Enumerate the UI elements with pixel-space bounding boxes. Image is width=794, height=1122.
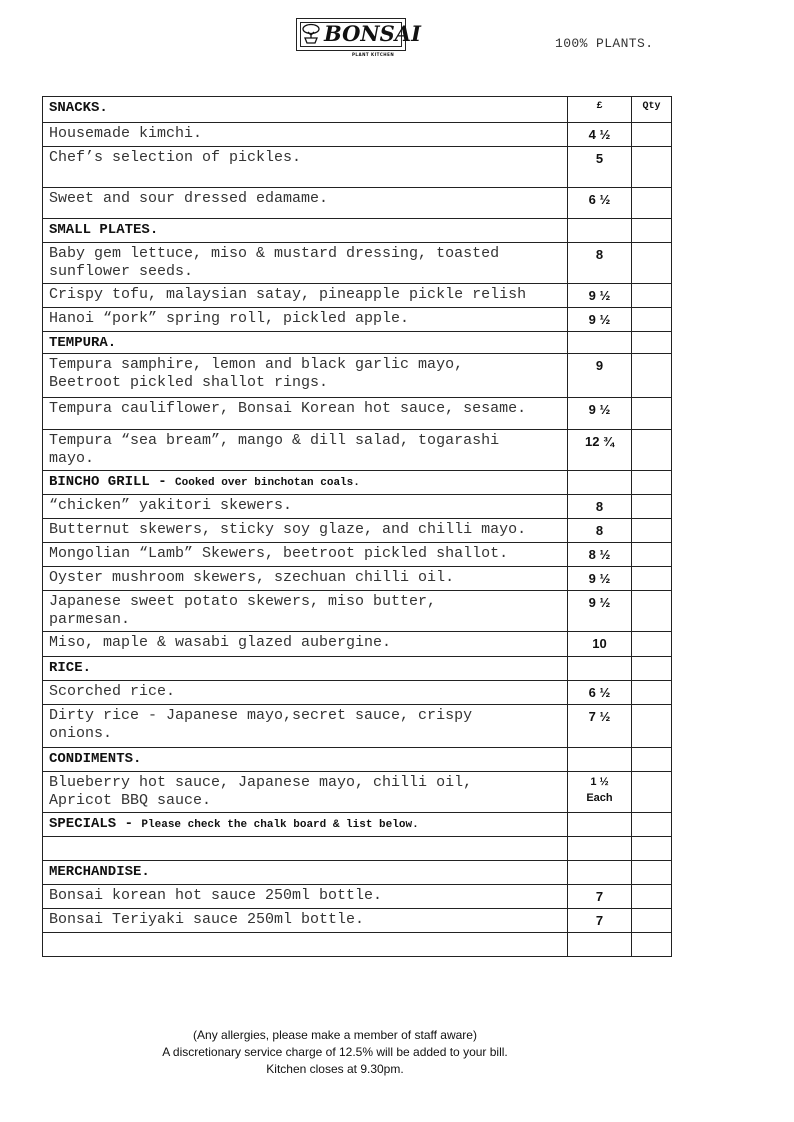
qty-cell[interactable] <box>632 284 672 308</box>
section-row-specials <box>43 813 672 837</box>
qty-cell[interactable] <box>632 567 672 591</box>
qty-cell[interactable] <box>632 354 672 398</box>
qty-cell[interactable] <box>632 430 672 471</box>
item-name-continued: Apricot BBQ sauce. <box>49 792 212 809</box>
item-name-continued: Beetroot pickled shallot rings. <box>49 374 329 391</box>
item-name: Butternut skewers, sticky soy glaze, and chilli mayo. <box>49 521 527 538</box>
section-title-specials-text: SPECIALS - <box>49 816 134 832</box>
item-name: Blueberry hot sauce, Japanese mayo, chilli oil, <box>49 774 473 791</box>
item-price: 7 ½ <box>588 709 611 724</box>
menu-row <box>43 681 672 705</box>
kitchen-close-note: Kitchen closes at 9.30pm. <box>266 1062 404 1076</box>
menu-row <box>43 495 672 519</box>
section-note-bincho: Cooked over binchotan coals. <box>175 477 360 489</box>
menu-row <box>43 243 672 284</box>
footer-notes <box>140 1027 530 1078</box>
menu-row <box>43 147 672 188</box>
section-title-bincho-grill <box>49 471 567 492</box>
section-row-bincho-grill <box>43 471 672 495</box>
qty-cell[interactable] <box>632 543 672 567</box>
qty-cell[interactable] <box>632 909 672 933</box>
item-name: Sweet and sour dressed edamame. <box>49 190 329 207</box>
section-row-tempura <box>43 332 672 354</box>
menu-row <box>43 354 672 398</box>
blank-cell[interactable] <box>43 837 568 861</box>
item-price: 9 ½ <box>588 571 611 586</box>
qty-cell[interactable] <box>632 772 672 813</box>
item-price: 1 ½ <box>590 776 609 788</box>
item-name-continued: sunflower seeds. <box>49 263 194 280</box>
menu-row <box>43 308 672 332</box>
price-column-header: £ <box>596 101 603 112</box>
qty-cell[interactable] <box>632 885 672 909</box>
item-name: Japanese sweet potato skewers, miso butter, <box>49 593 437 610</box>
blank-row <box>43 933 672 957</box>
item-name: Dirty rice - Japanese mayo,secret sauce, crispy <box>49 707 473 724</box>
item-price: 7 <box>595 913 604 928</box>
qty-cell[interactable] <box>632 243 672 284</box>
qty-cell[interactable] <box>632 519 672 543</box>
item-price: 6 ½ <box>588 685 611 700</box>
item-price: 9 ½ <box>588 288 611 303</box>
bonsai-logo <box>296 18 421 57</box>
item-name: Housemade kimchi. <box>49 125 203 142</box>
menu-row <box>43 188 672 219</box>
menu-row <box>43 772 672 813</box>
section-row-condiments <box>43 748 672 772</box>
item-price: 8 <box>595 247 604 262</box>
menu-row <box>43 632 672 657</box>
item-name: Bonsai Teriyaki sauce 250ml bottle. <box>49 911 365 928</box>
qty-cell[interactable] <box>632 632 672 657</box>
menu-row <box>43 123 672 147</box>
bonsai-tree-icon <box>301 23 321 45</box>
item-price-unit: Each <box>586 792 613 804</box>
menu-row <box>43 519 672 543</box>
logo-frame <box>296 18 421 51</box>
item-name: Baby gem lettuce, miso & mustard dressing, toasted <box>49 245 500 262</box>
section-row-rice <box>43 657 672 681</box>
menu-table <box>42 96 672 957</box>
item-price: 8 ½ <box>588 547 611 562</box>
menu-row <box>43 591 672 632</box>
item-price: 10 <box>592 636 607 651</box>
section-row-snacks <box>43 97 672 123</box>
item-name: Mongolian “Lamb” Skewers, beetroot pickled shallot. <box>49 545 509 562</box>
section-title-small-plates: SMALL PLATES. <box>49 222 159 238</box>
qty-cell[interactable] <box>632 123 672 147</box>
menu-row <box>43 284 672 308</box>
menu-row <box>43 909 672 933</box>
item-price: 5 <box>595 151 604 166</box>
allergy-note: (Any allergies, please make a member of staff aware) <box>193 1028 477 1042</box>
section-title-condiments: CONDIMENTS. <box>49 751 142 767</box>
item-name: Oyster mushroom skewers, szechuan chilli oil. <box>49 569 455 586</box>
section-title-merchandise: MERCHANDISE. <box>49 864 150 880</box>
item-name: Scorched rice. <box>49 683 176 700</box>
item-price: 9 <box>595 358 604 373</box>
qty-cell[interactable] <box>632 398 672 430</box>
qty-column-header: Qty <box>642 101 661 112</box>
item-name-continued: parmesan. <box>49 611 131 628</box>
blank-row <box>43 837 672 861</box>
section-title-tempura: TEMPURA. <box>49 335 117 351</box>
item-name: Chef’s selection of pickles. <box>49 149 302 166</box>
item-name: “chicken” yakitori skewers. <box>49 497 293 514</box>
item-name: Bonsai korean hot sauce 250ml bottle. <box>49 887 383 904</box>
item-name: Tempura samphire, lemon and black garlic mayo, <box>49 356 464 373</box>
menu-row <box>43 567 672 591</box>
qty-cell[interactable] <box>632 705 672 748</box>
item-price: 7 <box>595 889 604 904</box>
section-title-bincho-grill-text: BINCHO GRILL - <box>49 474 167 490</box>
item-price: 9 ½ <box>588 595 611 610</box>
service-charge-note: A discretionary service charge of 12.5% will be added to your bill. <box>162 1045 508 1059</box>
qty-cell[interactable] <box>632 308 672 332</box>
menu-row <box>43 398 672 430</box>
section-row-merchandise <box>43 861 672 885</box>
qty-cell[interactable] <box>632 188 672 219</box>
menu-row <box>43 430 672 471</box>
qty-cell[interactable] <box>632 591 672 632</box>
menu-row <box>43 885 672 909</box>
tagline: 100% PLANTS. <box>555 36 654 51</box>
item-price: 9 ½ <box>588 312 611 327</box>
section-row-small-plates <box>43 219 672 243</box>
blank-cell[interactable] <box>43 933 568 957</box>
menu-row <box>43 705 672 748</box>
item-price: 8 <box>595 523 604 538</box>
item-name: Tempura cauliflower, Bonsai Korean hot sauce, sesame. <box>49 400 527 417</box>
qty-cell[interactable] <box>632 933 672 957</box>
logo-wordmark: BONSAI <box>324 21 421 46</box>
menu-row <box>43 543 672 567</box>
section-note-specials: Please check the chalk board & list below. <box>141 819 419 831</box>
item-price: 4 ½ <box>588 127 611 142</box>
section-title-specials <box>49 813 567 834</box>
qty-cell[interactable] <box>632 495 672 519</box>
qty-cell[interactable] <box>632 837 672 861</box>
item-price: 9 ½ <box>588 402 611 417</box>
qty-cell[interactable] <box>632 147 672 188</box>
section-title-rice: RICE. <box>49 660 92 676</box>
section-title-snacks: SNACKS. <box>49 100 108 116</box>
item-price: 12 ¾ <box>585 434 614 449</box>
qty-cell[interactable] <box>632 681 672 705</box>
item-name-continued: onions. <box>49 725 113 742</box>
item-name: Tempura “sea bream”, mango & dill salad, togarashi <box>49 432 500 449</box>
item-price: 6 ½ <box>588 192 611 207</box>
item-name: Hanoi “pork” spring roll, pickled apple. <box>49 310 410 327</box>
item-name-continued: mayo. <box>49 450 95 467</box>
item-name: Miso, maple & wasabi glazed aubergine. <box>49 634 392 651</box>
item-name: Crispy tofu, malaysian satay, pineapple pickle relish <box>49 286 527 303</box>
logo-subtitle: PLANT KITCHEN <box>352 52 395 57</box>
item-price: 8 <box>595 499 604 514</box>
